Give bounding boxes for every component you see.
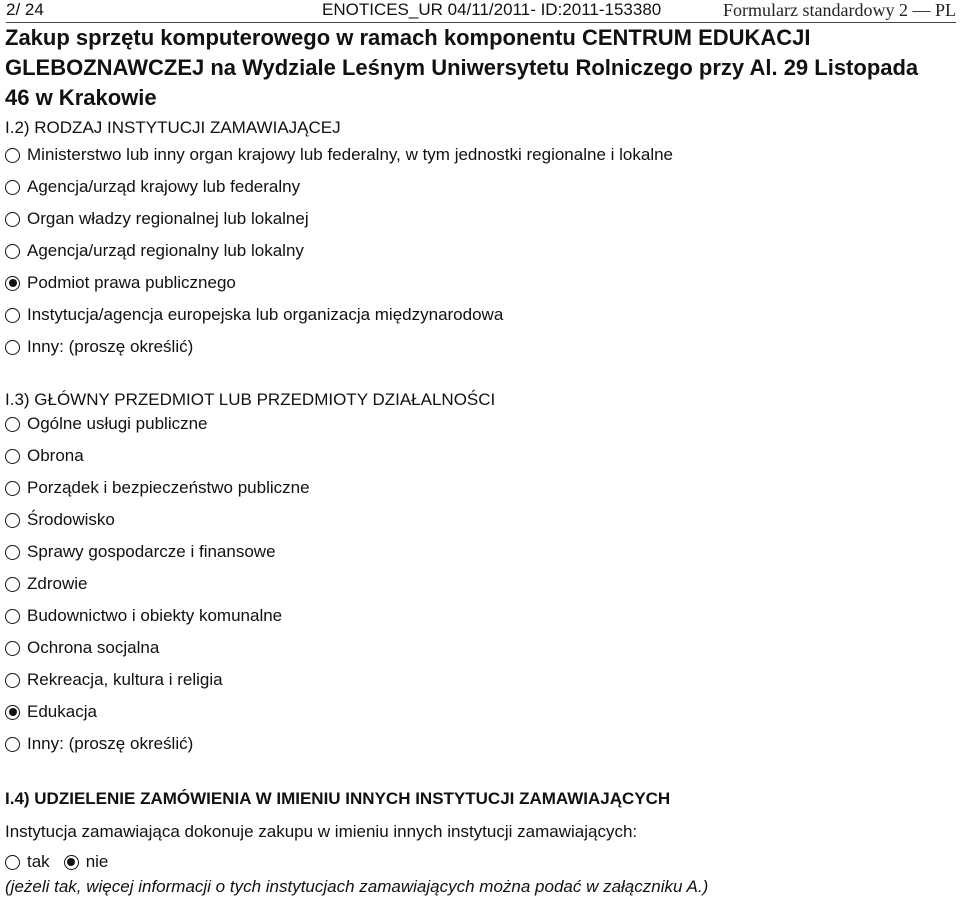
option-label: Obrona [27, 446, 84, 465]
radio-option[interactable] [5, 445, 84, 467]
radio-unchecked-icon[interactable] [5, 673, 20, 688]
radio-unchecked-icon[interactable] [5, 855, 20, 870]
radio-option[interactable] [5, 413, 208, 435]
section-i2-title: I.2) RODZAJ INSTYTUCJI ZAMAWIAJĄCEJ [5, 118, 341, 137]
radio-option[interactable] [5, 637, 159, 659]
radio-unchecked-icon[interactable] [5, 641, 20, 656]
option-label: Zdrowie [27, 574, 88, 593]
option-label: Organ władzy regionalnej lub lokalnej [27, 209, 309, 228]
option-label: Inny: (proszę określić) [27, 337, 194, 356]
notice-id: ENOTICES_UR 04/11/2011- ID:2011-153380 [322, 0, 662, 19]
radio-option-selected[interactable] [5, 272, 236, 294]
radio-unchecked-icon[interactable] [5, 148, 20, 163]
radio-unchecked-icon[interactable] [5, 180, 20, 195]
radio-unchecked-icon[interactable] [5, 212, 20, 227]
radio-option[interactable] [5, 176, 300, 198]
radio-unchecked-icon[interactable] [5, 577, 20, 592]
section-i3-title: I.3) GŁÓWNY PRZEDMIOT LUB PRZEDMIOTY DZIAŁALNOŚCI [5, 390, 496, 409]
document-title: Zakup sprzętu komputerowego w ramach komponentu CENTRUM EDUKACJI GLEBOZNAWCZEJ na Wydziale Leśnym Uniwersytetu Rolniczego przy Al. 29 Listopada 46 w Krakowie [5, 25, 919, 110]
radio-unchecked-icon[interactable] [5, 340, 20, 355]
note-text: (jeżeli tak, więcej informacji o tych instytucjach zamawiających można podać w załączniku A.) [5, 877, 709, 896]
radio-checked-icon[interactable] [64, 855, 79, 870]
radio-option[interactable] [5, 304, 503, 326]
option-label: Instytucja/agencja europejska lub organizacja międzynarodowa [27, 305, 504, 324]
radio-option-selected[interactable] [5, 701, 97, 723]
radio-unchecked-icon[interactable] [5, 417, 20, 432]
radio-option-nie[interactable] [64, 852, 109, 872]
yes-no-group [5, 851, 122, 873]
radio-unchecked-icon[interactable] [5, 481, 20, 496]
option-label: Agencja/urząd krajowy lub federalny [27, 177, 301, 196]
option-label: Rekreacja, kultura i religia [27, 670, 223, 689]
option-label: Ochrona socjalna [27, 638, 160, 657]
radio-option[interactable] [5, 669, 223, 691]
option-label: Budownictwo i obiekty komunalne [27, 606, 283, 625]
radio-option[interactable] [5, 605, 282, 627]
radio-option[interactable] [5, 336, 193, 358]
radio-option[interactable] [5, 733, 193, 755]
radio-option-tak[interactable] [5, 852, 50, 872]
page-number: 2/ 24 [6, 0, 44, 19]
radio-unchecked-icon[interactable] [5, 545, 20, 560]
option-label: nie [85, 852, 109, 871]
radio-unchecked-icon[interactable] [5, 244, 20, 259]
radio-option[interactable] [5, 509, 115, 531]
radio-unchecked-icon[interactable] [5, 449, 20, 464]
option-label: Edukacja [27, 702, 97, 721]
radio-option[interactable] [5, 573, 87, 595]
option-label: Ministerstwo lub inny organ krajowy lub federalny, w tym jednostki regionalne i lokalne [27, 145, 673, 164]
section-i4-title: I.4) UDZIELENIE ZAMÓWIENIA W IMIENIU INNYCH INSTYTUCJI ZAMAWIAJĄCYCH [5, 789, 671, 808]
option-label: Porządek i bezpieczeństwo publiczne [27, 478, 310, 497]
radio-option[interactable] [5, 541, 276, 563]
page-header [6, 0, 956, 22]
question-text: Instytucja zamawiająca dokonuje zakupu w imieniu innych instytucji zamawiających: [5, 822, 638, 841]
option-label: Sprawy gospodarcze i finansowe [27, 542, 276, 561]
option-label: Środowisko [27, 510, 115, 529]
radio-unchecked-icon[interactable] [5, 737, 20, 752]
radio-option[interactable] [5, 144, 673, 166]
option-label: Podmiot prawa publicznego [27, 273, 236, 292]
option-label: Agencja/urząd regionalny lub lokalny [27, 241, 304, 260]
option-label: Inny: (proszę określić) [27, 734, 194, 753]
form-type: Formularz standardowy 2 — PL [723, 0, 956, 20]
radio-unchecked-icon[interactable] [5, 513, 20, 528]
radio-unchecked-icon[interactable] [5, 609, 20, 624]
radio-checked-icon[interactable] [5, 276, 20, 291]
radio-option[interactable] [5, 477, 310, 499]
option-label: tak [27, 852, 50, 871]
radio-option[interactable] [5, 208, 309, 230]
radio-checked-icon[interactable] [5, 705, 20, 720]
radio-option[interactable] [5, 240, 304, 262]
option-label: Ogólne usługi publiczne [27, 414, 208, 433]
radio-unchecked-icon[interactable] [5, 308, 20, 323]
